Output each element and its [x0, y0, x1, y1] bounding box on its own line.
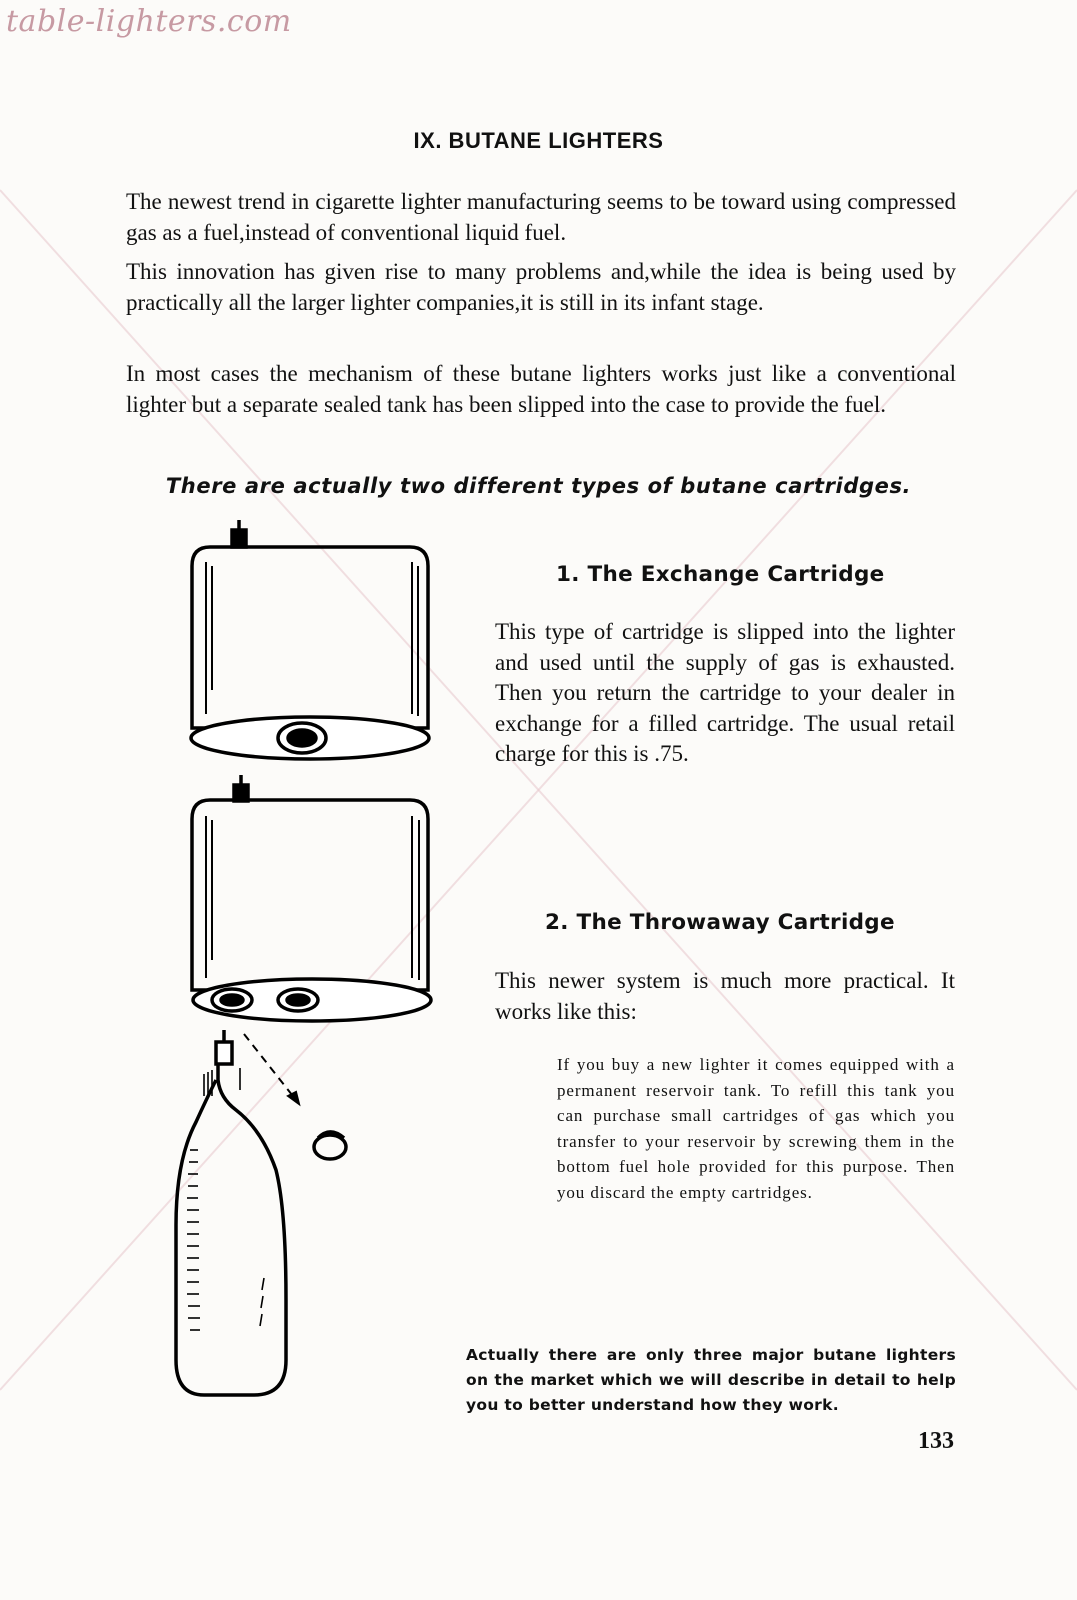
throwaway-cartridge-text: This newer system is much more practical. It works like this:	[495, 968, 955, 1024]
throwaway-detail-text: If you buy a new lighter it comes equipped with a permanent reservoir tank. To refill this tank you can purchase small cartridges of gas which you transfer to your reservoir by screwing them in the bottom fuel hole provided for this purpose. Then you discard the empty cartridges.	[557, 1055, 955, 1202]
page-number: 133	[918, 1428, 954, 1454]
exchange-cartridge-title: 1. The Exchange Cartridge	[556, 562, 885, 587]
cartridge-types-lead: There are actually two different types of butane cartridges.	[165, 474, 912, 498]
market-footnote: Actually there are only three major butane lighters on the market which we will describe in detail to help you to better understand how they work.	[466, 1346, 956, 1414]
intro-paragraph-1: The newest trend in cigarette lighter manufacturing seems to be toward using compressed gas as a fuel,instead of conventional liquid fuel.	[126, 189, 956, 245]
site-watermark: table-lighters.com	[6, 4, 292, 39]
intro-paragraph-3: In most cases the mechanism of these butane lighters works just like a conventional lighter but a separate sealed tank has been slipped into the case to provide the fuel.	[126, 361, 956, 417]
intro-paragraph-2: This innovation has given rise to many problems and,while the idea is being used by practically all the larger lighter companies,it is still in its infant stage.	[126, 259, 956, 315]
throwaway-cartridge-title: 2. The Throwaway Cartridge	[545, 910, 895, 935]
exchange-cartridge-text: This type of cartridge is slipped into the lighter and used until the supply of gas is exhausted. Then you return the cartridge to your dealer in exchange for a filled cartridge. The usual retail charge for this is .75.	[495, 619, 955, 766]
chapter-heading: IX. BUTANE LIGHTERS	[413, 128, 664, 153]
